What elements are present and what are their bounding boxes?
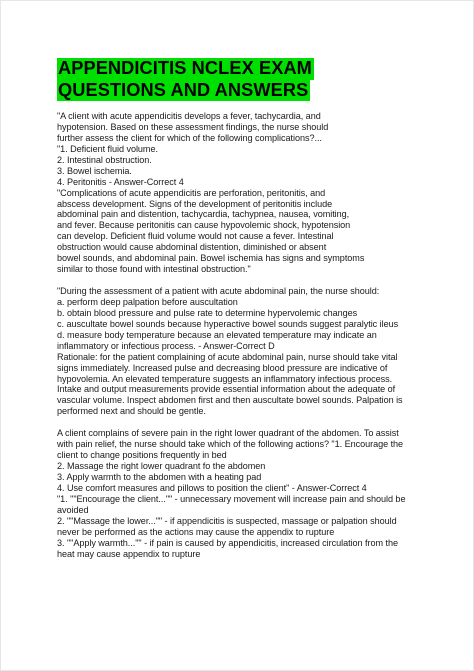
- text-line: "During the assessment of a patient with acute abdominal pain, the nurse should:: [57, 286, 380, 296]
- text-line: A client complains of severe pain in the right lower quadrant of the abdomen. To assist: [57, 428, 399, 439]
- text-line: 3. Bowel ischemia.: [57, 165, 132, 176]
- text-line: 2. ""Massage the lower..."" - if appendicitis is suspected, massage or palpation should: [57, 515, 397, 526]
- text-line: with pain relief, the nurse should take which of the following actions? "1. Encourage the: [57, 439, 404, 450]
- text-line: d. measure body temperature because an elevated temperature may indicate an: [57, 329, 377, 340]
- text-line: bowel sounds, and abdominal pain. Bowel ischemia has signs and symptoms: [57, 253, 365, 264]
- text-line: inflammatory or infectious process. - Answer-Correct D: [57, 340, 275, 351]
- text-line: never be performed as the actions may cause the appendix to rupture: [57, 526, 335, 537]
- text-line: 3. ""Apply warmth..."" - if pain is caused by appendicitis, increased circulation from the: [57, 537, 398, 548]
- text-line: "Complications of acute appendicitis are perforation, peritonitis, and: [57, 187, 326, 198]
- text-line: further assess the client for which of the following complications?...: [57, 132, 322, 143]
- text-line: Intake and output measurements provide essential information about the adequate of: [57, 384, 396, 395]
- title-line-2: QUESTIONS AND ANSWERS: [58, 79, 309, 100]
- text-line: 2. Massage the right lower quadrant fo the abdomen: [57, 461, 266, 471]
- text-line: 4. Peritonitis - Answer-Correct 4: [57, 176, 184, 187]
- text-line: heat may cause appendix to rupture: [57, 548, 201, 559]
- document-body: [57, 111, 429, 559]
- text-line: "A client with acute appendicitis develops a fever, tachycardia, and: [57, 111, 321, 121]
- text-line: 3. Apply warmth to the abdomen with a heating pad: [57, 471, 262, 482]
- text-line: hypovolemia. An elevated temperature suggests an inflammatory infectious process.: [57, 373, 393, 384]
- text-line: hypotension. Based on these assessment findings, the nurse should: [57, 121, 329, 132]
- text-line: abdominal pain and distention, tachycardia, tachypnea, nausea, vomiting,: [57, 209, 350, 220]
- text-line: avoided: [57, 504, 89, 515]
- text-line: obstruction would cause abdominal distention, diminished or absent: [57, 242, 327, 253]
- text-line: "1. Deficient fluid volume.: [57, 143, 158, 154]
- text-line: 2. Intestinal obstruction.: [57, 154, 152, 165]
- text-line: client to change positions frequently in bed: [57, 450, 227, 461]
- text-line: c. auscultate bowel sounds because hyperactive bowel sounds suggest paralytic ileus: [57, 318, 399, 329]
- document-title: [57, 58, 325, 101]
- text-line: and fever. Because peritonitis can cause hypovolemic shock, hypotension: [57, 220, 351, 231]
- text-line: 4. Use comfort measures and pillows to position the client" - Answer-Correct 4: [57, 482, 367, 493]
- text-line: performed next and should be gentle.: [57, 406, 206, 417]
- text-line: signs immediately. Increased pulse and decreasing blood pressure are indicative of: [57, 362, 388, 373]
- title-line-1: APPENDICITIS NCLEX EXAM: [58, 58, 312, 78]
- text-line: similar to those found with intestinal obstruction.": [57, 264, 251, 275]
- text-line: abscess development. Signs of the development of peritonitis include: [57, 198, 333, 209]
- text-line: can develop. Deficient fluid volume would not cause a fever. Intestinal: [57, 231, 334, 242]
- text-line: "1. ""Encourage the client..."" - unnecessary movement will increase pain and should be: [57, 493, 406, 504]
- text-line: vascular volume. Inspect abdomen first and then auscultate bowel sounds. Palpation is: [57, 395, 403, 406]
- text-line: b. obtain blood pressure and pulse rate to determine hypervolemic changes: [57, 307, 358, 318]
- text-line: a. perform deep palpation before auscultation: [57, 296, 238, 307]
- paragraph-gap: [57, 275, 429, 286]
- paragraph-gap: [57, 417, 429, 428]
- text-line: Rationale: for the patient complaining of acute abdominal pain, nurse should take vital: [57, 351, 398, 362]
